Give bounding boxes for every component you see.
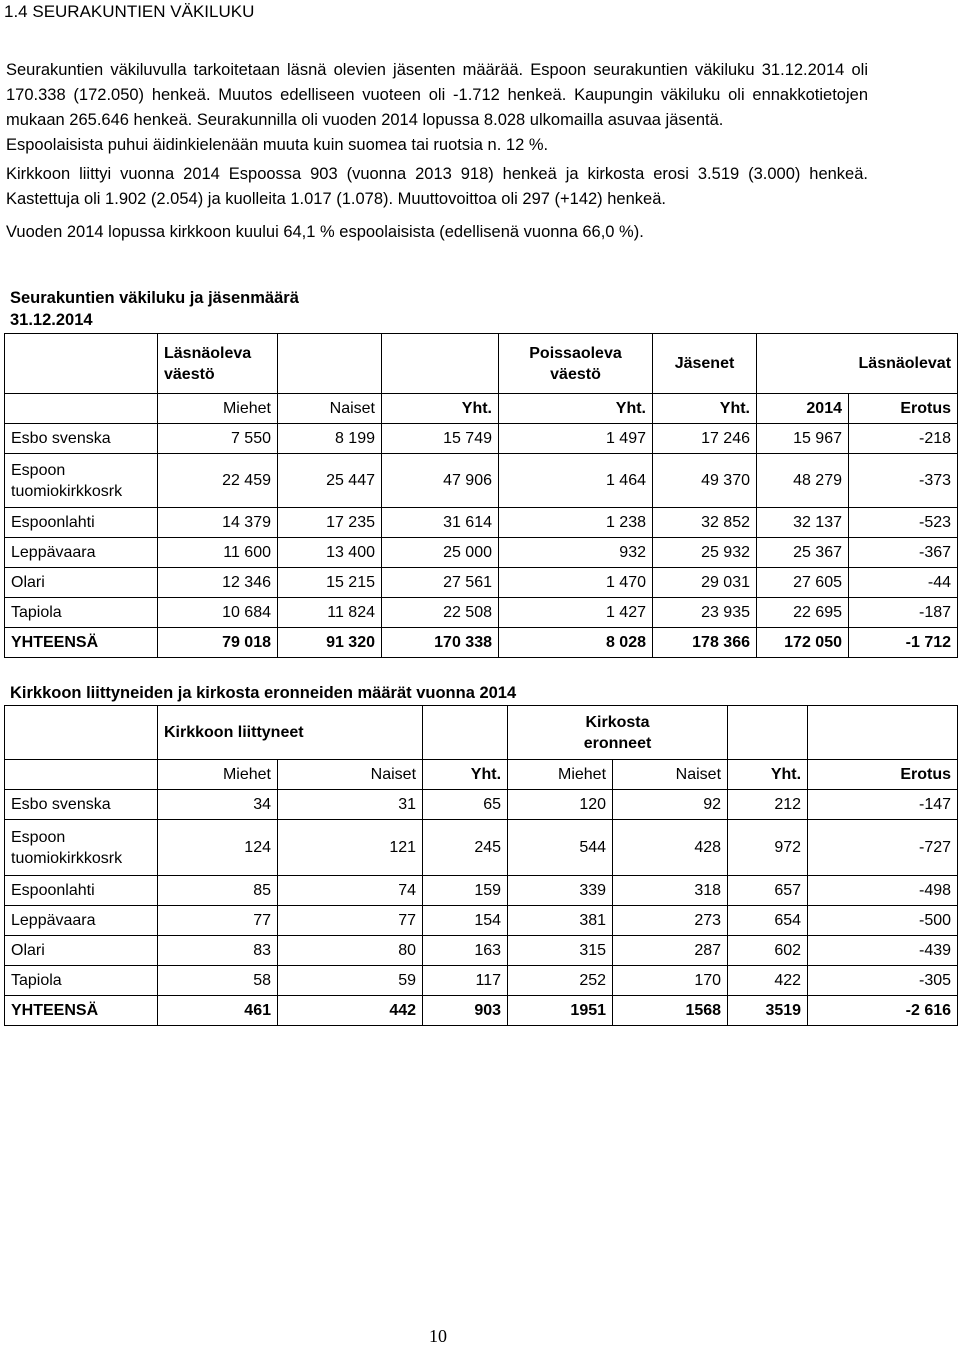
table-row: Espoonlahti 85 74 159 339 318 657 -498 (5, 876, 958, 906)
present-population-header: Läsnäoleva väestö (158, 334, 278, 394)
row-label: Espoon tuomiokirkkosrk (5, 820, 158, 876)
row-label: Leppävaara (5, 538, 158, 568)
section-title: 1.4 SEURAKUNTIEN VÄKILUKU (4, 2, 255, 21)
sub-header: Yht. (423, 760, 508, 790)
sub-header: Naiset (613, 760, 728, 790)
row-label: Olari (5, 936, 158, 966)
sub-header: Erotus (849, 394, 958, 424)
table2-caption: Kirkkoon liittyneiden ja kirkosta eronneiden määrät vuonna 2014 (10, 684, 517, 702)
members-header: Jäsenet (653, 334, 757, 394)
sub-header: Erotus (808, 760, 958, 790)
row-label: Tapiola (5, 598, 158, 628)
row-label: Esbo svenska (5, 424, 158, 454)
table1-caption-line2: 31.12.2014 (10, 311, 93, 329)
sub-header: Yht. (728, 760, 808, 790)
row-label: Esbo svenska (5, 790, 158, 820)
table-row: Olari 12 346 15 215 27 561 1 470 29 031 27 605 -44 (5, 568, 958, 598)
row-label: Espoonlahti (5, 876, 158, 906)
table-row: Espoon tuomiokirkkosrk 124 121 245 544 428 972 -727 (5, 820, 958, 876)
sub-header: Miehet (158, 394, 278, 424)
sub-header: Yht. (382, 394, 499, 424)
table-row: Esbo svenska 7 550 8 199 15 749 1 497 17 246 15 967 -218 (5, 424, 958, 454)
row-label: Espoonlahti (5, 508, 158, 538)
absent-population-header: Poissaoleva väestö (499, 334, 653, 394)
sub-header: Yht. (653, 394, 757, 424)
row-label: Espoon tuomiokirkkosrk (5, 454, 158, 508)
joined-left-table (4, 705, 958, 1026)
membership-change-paragraph: Kirkkoon liittyi vuonna 2014 Espoossa 903 (vuonna 2013 918) henkeä ja kirkosta erosi 3.519 (3.000) henkeä. Kastettuja oli 1.902 (2.054) ja kuolleita 1.017 (1.078). Muuttovoittoa oli 297 (+142) henkeä. (6, 165, 868, 208)
table-row: Tapiola 58 59 117 252 170 422 -305 (5, 966, 958, 996)
table-row: Leppävaara 77 77 154 381 273 654 -500 (5, 906, 958, 936)
table2-group-header-row (5, 706, 958, 760)
table1-caption (10, 287, 299, 331)
present-members-header: Läsnäolevat (757, 334, 958, 394)
table2-sub-header-row (5, 760, 958, 790)
table-row: Espoon tuomiokirkkosrk 22 459 25 447 47 906 1 464 49 370 48 279 -373 (5, 454, 958, 508)
membership-share-paragraph: Vuoden 2014 lopussa kirkkoon kuului 64,1 % espoolaisista (edellisenä vuonna 66,0 %). (6, 223, 644, 241)
sub-header: Miehet (508, 760, 613, 790)
language-paragraph: Espoolaisista puhui äidinkielenään muuta kuin suomea tai ruotsia n. 12 %. (6, 136, 549, 154)
row-label: Tapiola (5, 966, 158, 996)
sub-header: Naiset (278, 760, 423, 790)
sub-header: Yht. (499, 394, 653, 424)
table-row: Esbo svenska 34 31 65 120 92 212 -147 (5, 790, 958, 820)
sub-header: Miehet (158, 760, 278, 790)
sub-header: 2014 (757, 394, 849, 424)
table-row: Olari 83 80 163 315 287 602 -439 (5, 936, 958, 966)
table-row: Espoonlahti 14 379 17 235 31 614 1 238 32 852 32 137 -523 (5, 508, 958, 538)
joined-header: Kirkkoon liittyneet (158, 706, 423, 760)
row-label: YHTEENSÄ (5, 628, 158, 658)
row-label: Leppävaara (5, 906, 158, 936)
total-row: YHTEENSÄ 461 442 903 1951 1568 3519 -2 616 (5, 996, 958, 1026)
table1-sub-header-row (5, 394, 958, 424)
intro-paragraph: Seurakuntien väkiluvulla tarkoitetaan läsnä olevien jäsenten määrää. Espoon seurakuntien väkiluku 31.12.2014 oli 170.338 (172.050) henkeä. Muutos edelliseen vuoteen oli -1.712 henkeä. Kaupungin väkiluku oli ennakkotietojen mukaan 265.646 henkeä. Seurakunnilla oli vuoden 2014 lopussa 8.028 ulkomailla asuvaa jäsentä. (6, 61, 868, 129)
row-label: YHTEENSÄ (5, 996, 158, 1026)
row-label: Olari (5, 568, 158, 598)
population-table (4, 333, 958, 658)
left-church-header: Kirkosta eronneet (508, 706, 728, 760)
sub-header: Naiset (278, 394, 382, 424)
table1-caption-line1: Seurakuntien väkiluku ja jäsenmäärä (10, 289, 299, 307)
table-row: Tapiola 10 684 11 824 22 508 1 427 23 935 22 695 -187 (5, 598, 958, 628)
table1-group-header-row (5, 334, 958, 394)
table-row: Leppävaara 11 600 13 400 25 000 932 25 932 25 367 -367 (5, 538, 958, 568)
page-number: 10 (429, 1326, 447, 1346)
total-row: YHTEENSÄ 79 018 91 320 170 338 8 028 178 366 172 050 -1 712 (5, 628, 958, 658)
